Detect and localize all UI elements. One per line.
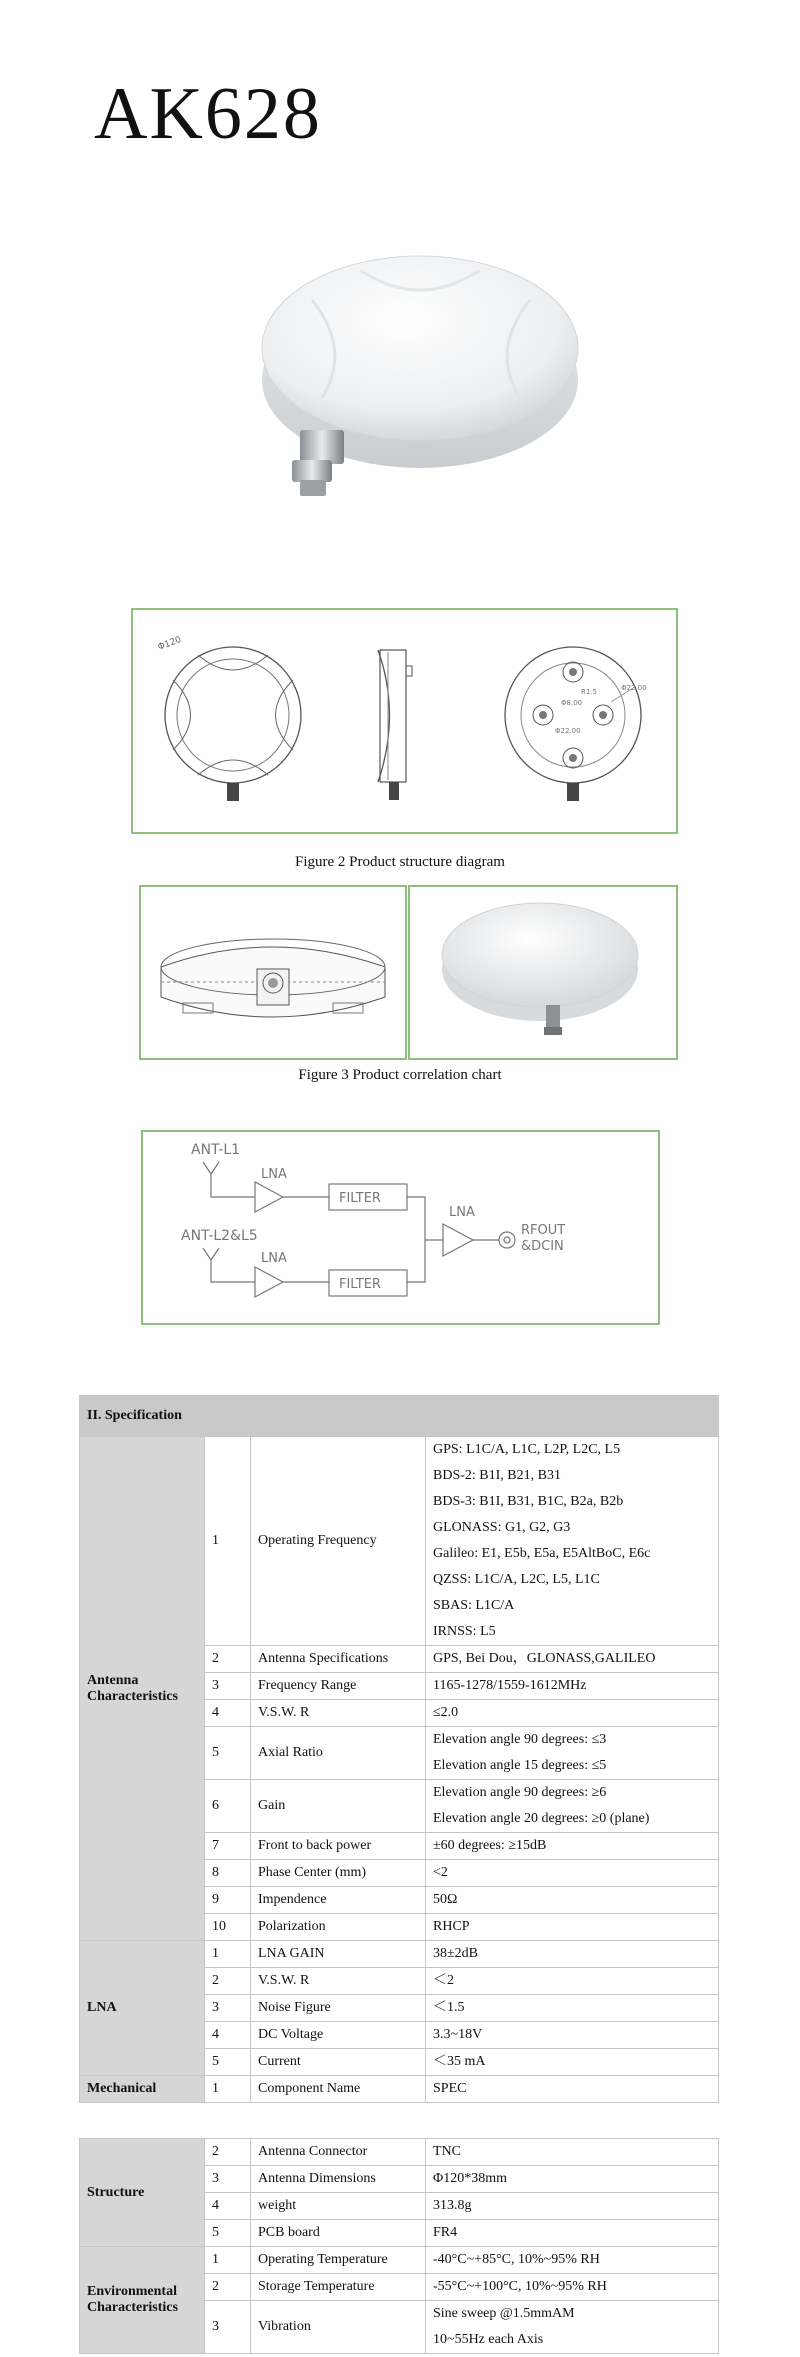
spec-value: [426, 2247, 719, 2274]
structure-diagram-frame: [131, 608, 678, 834]
spec-value-line: GPS: L1C/A, L1C, L2P, L2C, L5: [433, 1442, 621, 1457]
ant-l1-label: ANT-L1: [191, 1142, 241, 1158]
figure-3-caption: Figure 3 Product correlation chart: [298, 1067, 502, 1083]
spec-parameter: Antenna Specifications: [251, 1646, 426, 1673]
rfout-label: RFOUT: [521, 1223, 566, 1238]
spec-row: [80, 2247, 719, 2274]
spec-row-number: 1: [205, 1437, 251, 1646]
spec-row: [80, 2076, 719, 2103]
spec-value-line: -40°C~+85°C, 10%~95% RH: [433, 2252, 600, 2267]
spec-row-number: 8: [205, 1860, 251, 1887]
spec-parameter: V.S.W. R: [251, 1968, 426, 1995]
spec-row-number: 10: [205, 1914, 251, 1941]
spec-parameter: Operating Frequency: [251, 1437, 426, 1646]
spec-table-continued: [79, 2138, 719, 2354]
spec-value-line: -55°C~+100°C, 10%~95% RH: [433, 2279, 607, 2294]
spec-parameter: Gain: [251, 1780, 426, 1833]
dcin-label: &DCIN: [521, 1239, 564, 1254]
spec-value: [426, 1941, 719, 1968]
spec-row-number: 2: [205, 2139, 251, 2166]
figure-2-caption: Figure 2 Product structure diagram: [295, 854, 505, 870]
spec-category: Environmental Characteristics: [80, 2247, 205, 2354]
lna-2-label: LNA: [261, 1251, 287, 1266]
spec-value-line: 10~55Hz each Axis: [433, 2332, 544, 2347]
spec-value-line: Elevation angle 90 degrees: ≤3: [433, 1732, 607, 1747]
spec-parameter: DC Voltage: [251, 2022, 426, 2049]
dim-diameter-label: Φ120: [156, 635, 183, 653]
spec-value: [426, 1727, 719, 1780]
spec-parameter: weight: [251, 2193, 426, 2220]
spec-parameter: V.S.W. R: [251, 1700, 426, 1727]
spec-parameter: Axial Ratio: [251, 1727, 426, 1780]
spec-table: [79, 1395, 719, 2103]
filter-2-label: FILTER: [339, 1277, 381, 1292]
spec-value: [426, 1833, 719, 1860]
spec-value: [426, 1968, 719, 1995]
spec-row-number: 7: [205, 1833, 251, 1860]
spec-value-line: 313.8g: [433, 2198, 472, 2213]
spec-parameter: Antenna Dimensions: [251, 2166, 426, 2193]
spec-value-line: <2: [433, 1865, 448, 1880]
spec-row-number: 5: [205, 1727, 251, 1780]
spec-row-number: 6: [205, 1780, 251, 1833]
spec-value: [426, 1780, 719, 1833]
ant-l2l5-label: ANT-L2&L5: [181, 1228, 258, 1244]
spec-value: [426, 1673, 719, 1700]
spec-row-number: 4: [205, 2022, 251, 2049]
spec-value-line: Sine sweep @1.5mmAM: [433, 2306, 575, 2321]
spec-parameter: Polarization: [251, 1914, 426, 1941]
spec-value: [426, 1860, 719, 1887]
spec-value-line: FR4: [433, 2225, 458, 2240]
spec-value-line: QZSS: L1C/A, L2C, L5, L1C: [433, 1572, 600, 1587]
spec-value: [426, 1914, 719, 1941]
dim-a-label: Φ8.00: [561, 699, 583, 707]
spec-value-line: ±60 degrees: ≥15dB: [433, 1838, 547, 1853]
spec-value: [426, 2274, 719, 2301]
spec-row-number: 3: [205, 2166, 251, 2193]
spec-row-number: 5: [205, 2049, 251, 2076]
spec-row-number: 2: [205, 2274, 251, 2301]
spec-row-number: 9: [205, 1887, 251, 1914]
spec-value-line: ＜1.5: [433, 2000, 465, 2015]
spec-value: [426, 2166, 719, 2193]
spec-category: Antenna Characteristics: [80, 1437, 205, 1941]
spec-row: [80, 2139, 719, 2166]
spec-parameter: Antenna Connector: [251, 2139, 426, 2166]
spec-value-line: GLONASS: G1, G2, G3: [433, 1520, 571, 1535]
spec-value-line: Elevation angle 20 degrees: ≥0 (plane): [433, 1811, 650, 1826]
spec-value-line: TNC: [433, 2144, 461, 2159]
spec-value: [426, 2139, 719, 2166]
spec-value-line: ＜2: [433, 1973, 454, 1988]
spec-value: [426, 1995, 719, 2022]
spec-parameter: PCB board: [251, 2220, 426, 2247]
spec-value-line: ≤2.0: [433, 1705, 459, 1720]
spec-row-number: 2: [205, 1646, 251, 1673]
spec-parameter: Frequency Range: [251, 1673, 426, 1700]
spec-value: [426, 2220, 719, 2247]
spec-row-number: 1: [205, 2076, 251, 2103]
spec-category: LNA: [80, 1941, 205, 2076]
spec-value: [426, 2022, 719, 2049]
spec-row-number: 1: [205, 2247, 251, 2274]
spec-value-line: Elevation angle 15 degrees: ≤5: [433, 1758, 607, 1773]
spec-parameter: Storage Temperature: [251, 2274, 426, 2301]
spec-value-line: ＜35 mA: [433, 2054, 486, 2069]
spec-value-line: 38±2dB: [433, 1946, 479, 1961]
spec-value-line: Φ120*38mm: [433, 2171, 508, 2186]
spec-parameter: Front to back power: [251, 1833, 426, 1860]
spec-header: II. Specification: [80, 1396, 719, 1437]
lna-1-label: LNA: [261, 1167, 287, 1182]
block-diagram: [143, 1132, 658, 1323]
spec-value-line: IRNSS: L5: [433, 1624, 496, 1639]
spec-row-number: 5: [205, 2220, 251, 2247]
spec-parameter: LNA GAIN: [251, 1941, 426, 1968]
spec-parameter: Component Name: [251, 2076, 426, 2103]
spec-value-line: BDS-2: B1I, B21, B31: [433, 1468, 561, 1483]
spec-row: [80, 1437, 719, 1646]
spec-value-line: GPS, Bei Dou，GLONASS,GALILEO: [433, 1651, 656, 1666]
correlation-photo-right: [408, 885, 678, 1060]
spec-category: Mechanical: [80, 2076, 205, 2103]
spec-row-number: 1: [205, 1941, 251, 1968]
spec-value: [426, 2049, 719, 2076]
spec-value: [426, 2301, 719, 2354]
dim-b-label: Φ22.00: [555, 727, 581, 735]
r-label: R1.5: [581, 688, 597, 696]
spec-row-number: 4: [205, 2193, 251, 2220]
product-title: AK628: [94, 73, 322, 155]
spec-row-number: 3: [205, 2301, 251, 2354]
lna-3-label: LNA: [449, 1205, 475, 1220]
spec-row-number: 2: [205, 1968, 251, 1995]
spec-value-line: 1165-1278/1559-1612MHz: [433, 1678, 587, 1693]
product-photo: [240, 230, 600, 500]
spec-category: Structure: [80, 2139, 205, 2247]
spec-row-number: 4: [205, 1700, 251, 1727]
spec-parameter: Noise Figure: [251, 1995, 426, 2022]
spec-parameter: Current: [251, 2049, 426, 2076]
filter-1-label: FILTER: [339, 1191, 381, 1206]
spec-value: [426, 1646, 719, 1673]
spec-value: [426, 1887, 719, 1914]
spec-value: [426, 1700, 719, 1727]
spec-row-number: 3: [205, 1673, 251, 1700]
spec-value: [426, 1437, 719, 1646]
spec-value-line: RHCP: [433, 1919, 470, 1934]
spec-value-line: SBAS: L1C/A: [433, 1598, 515, 1613]
block-diagram-frame: [141, 1130, 660, 1325]
dim-c-label: Φ22.00: [621, 684, 647, 692]
spec-value-line: Elevation angle 90 degrees: ≥6: [433, 1785, 607, 1800]
spec-row-number: 3: [205, 1995, 251, 2022]
spec-value-line: SPEC: [433, 2081, 467, 2096]
spec-value-line: Galileo: E1, E5b, E5a, E5AltBoC, E6c: [433, 1546, 651, 1561]
structure-diagram: [133, 610, 676, 832]
spec-value: [426, 2193, 719, 2220]
spec-value: [426, 2076, 719, 2103]
spec-value-line: 50Ω: [433, 1892, 458, 1907]
spec-value-line: BDS-3: B1I, B31, B1C, B2a, B2b: [433, 1494, 624, 1509]
spec-row: [80, 1941, 719, 1968]
correlation-photo-left: [139, 885, 407, 1060]
spec-parameter: Vibration: [251, 2301, 426, 2354]
spec-parameter: Operating Temperature: [251, 2247, 426, 2274]
spec-parameter: Impendence: [251, 1887, 426, 1914]
spec-value-line: 3.3~18V: [433, 2027, 483, 2042]
spec-parameter: Phase Center (mm): [251, 1860, 426, 1887]
